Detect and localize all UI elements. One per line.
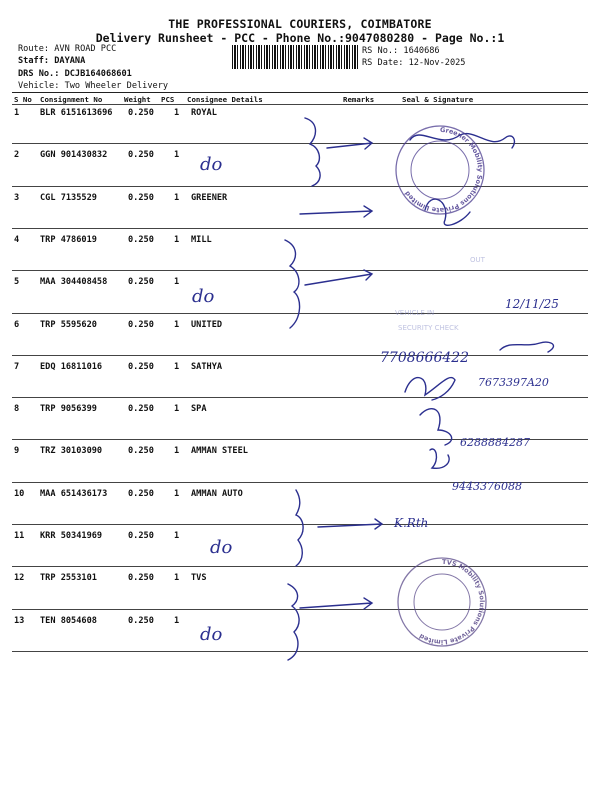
stamp-text: TVS Mobility Solutions Private Limited bbox=[417, 557, 487, 647]
vehicle-label: Vehicle: Two Wheeler Delivery bbox=[18, 81, 169, 91]
cell-consignment: EDQ 16811016 bbox=[40, 362, 103, 372]
col-header-sno: S No bbox=[14, 95, 32, 104]
faint-stamp-text: SECURITY CHECK bbox=[398, 324, 459, 332]
arrow-mark bbox=[327, 138, 372, 149]
cell-sno: 10 bbox=[14, 489, 25, 499]
cell-sno: 9 bbox=[14, 446, 20, 456]
col-header-pcs: PCS bbox=[161, 95, 175, 104]
cell-sno: 3 bbox=[14, 193, 20, 203]
svg-text:TVS Mobility Solutions Private bbox=[418, 558, 486, 646]
cell-pcs: 1 bbox=[174, 531, 180, 541]
handwritten-phone: 9443376088 bbox=[452, 480, 522, 493]
brace-mark bbox=[288, 584, 299, 660]
company-stamp-tvs bbox=[398, 558, 486, 646]
rs-number: RS No.: 1640686 bbox=[362, 46, 440, 56]
signature-mark bbox=[430, 449, 449, 468]
brace-mark bbox=[285, 240, 300, 328]
cell-pcs: 1 bbox=[174, 446, 180, 456]
cell-weight: 0.250 bbox=[128, 235, 154, 245]
cell-weight: 0.250 bbox=[128, 108, 154, 118]
cell-weight: 0.250 bbox=[128, 573, 154, 583]
handwritten-date: 12/11/25 bbox=[505, 297, 559, 311]
handwritten-name: K.Rth bbox=[394, 516, 429, 530]
cell-consignee: MILL bbox=[191, 235, 212, 245]
cell-consignee: SPA bbox=[191, 404, 207, 414]
cell-consignment: CGL 7135529 bbox=[40, 193, 97, 203]
brace-mark bbox=[296, 490, 303, 566]
ditto-mark: do bbox=[192, 286, 215, 307]
cell-sno: 4 bbox=[14, 235, 20, 245]
ditto-mark: do bbox=[200, 624, 223, 645]
arrow-mark bbox=[305, 270, 372, 285]
faint-stamp-text: VEHICLE IN bbox=[395, 309, 435, 317]
cell-consignment: MAA 304408458 bbox=[40, 277, 108, 287]
cell-sno: 7 bbox=[14, 362, 20, 372]
cell-pcs: 1 bbox=[174, 193, 180, 203]
cell-pcs: 1 bbox=[174, 489, 180, 499]
cell-pcs: 1 bbox=[174, 235, 180, 245]
col-header-remarks: Remarks bbox=[343, 95, 375, 104]
signature-mark bbox=[500, 342, 553, 352]
ditto-mark: do bbox=[210, 537, 233, 558]
cell-weight: 0.250 bbox=[128, 616, 154, 626]
cell-pcs: 1 bbox=[174, 573, 180, 583]
cell-sno: 1 bbox=[14, 108, 20, 118]
cell-sno: 12 bbox=[14, 573, 25, 583]
signature-mark bbox=[405, 378, 455, 400]
cell-sno: 5 bbox=[14, 277, 20, 287]
ditto-mark: do bbox=[200, 154, 223, 175]
arrow-mark bbox=[300, 598, 372, 609]
cell-consignee: AMMAN STEEL bbox=[191, 446, 248, 456]
cell-consignment: KRR 50341969 bbox=[40, 531, 103, 541]
cell-sno: 2 bbox=[14, 150, 20, 160]
cell-consignment: TRP 5595620 bbox=[40, 320, 97, 330]
cell-pcs: 1 bbox=[174, 277, 180, 287]
cell-consignment: TRP 4786019 bbox=[40, 235, 97, 245]
col-header-consignee: Consignee Details bbox=[187, 95, 263, 104]
handwritten-phone: 7673397A20 bbox=[478, 376, 549, 389]
cell-consignee: GREENER bbox=[191, 193, 228, 203]
cell-consignment: TRZ 30103090 bbox=[40, 446, 103, 456]
col-header-seal: Seal & Signature bbox=[402, 95, 474, 104]
cell-consignee: UNITED bbox=[191, 320, 223, 330]
cell-pcs: 1 bbox=[174, 404, 180, 414]
cell-pcs: 1 bbox=[174, 362, 180, 372]
rs-date: RS Date: 12-Nov-2025 bbox=[362, 58, 466, 68]
cell-weight: 0.250 bbox=[128, 489, 154, 499]
cell-sno: 8 bbox=[14, 404, 20, 414]
cell-consignment: GGN 901430832 bbox=[40, 150, 108, 160]
cell-weight: 0.250 bbox=[128, 277, 154, 287]
cell-consignment: TRP 9056399 bbox=[40, 404, 97, 414]
handwritten-phone: 7708666422 bbox=[380, 350, 470, 366]
drs-label: DRS No.: DCJB164068601 bbox=[18, 69, 132, 79]
cell-pcs: 1 bbox=[174, 616, 180, 626]
stamp-text: Greener Mobility Solutions Private Limited bbox=[403, 125, 484, 215]
document-subtitle: Delivery Runsheet - PCC - Phone No.:9047080280 - Page No.:1 bbox=[95, 31, 505, 45]
company-name: THE PROFESSIONAL COURIERS, COIMBATORE bbox=[168, 17, 432, 31]
cell-consignee: TVS bbox=[191, 573, 207, 583]
cell-consignee: SATHYA bbox=[191, 362, 223, 372]
arrow-mark bbox=[300, 206, 372, 217]
cell-pcs: 1 bbox=[174, 108, 180, 118]
arrow-mark bbox=[318, 519, 382, 529]
cell-weight: 0.250 bbox=[128, 150, 154, 160]
handwritten-phone: 6288884287 bbox=[460, 436, 530, 449]
cell-sno: 6 bbox=[14, 320, 20, 330]
signature-mark bbox=[420, 409, 452, 445]
cell-pcs: 1 bbox=[174, 150, 180, 160]
cell-weight: 0.250 bbox=[128, 531, 154, 541]
cell-weight: 0.250 bbox=[128, 320, 154, 330]
cell-consignment: BLR 6151613696 bbox=[40, 108, 113, 118]
route-label: Route: AVN ROAD PCC bbox=[18, 44, 117, 54]
cell-consignment: TEN 8054608 bbox=[40, 616, 97, 626]
staff-label: Staff: DAYANA bbox=[18, 56, 86, 66]
cell-consignment: MAA 651436173 bbox=[40, 489, 108, 499]
cell-consignee: AMMAN AUTO bbox=[191, 489, 243, 499]
cell-weight: 0.250 bbox=[128, 404, 154, 414]
cell-pcs: 1 bbox=[174, 320, 180, 330]
cell-consignee: ROYAL bbox=[191, 108, 217, 118]
faint-stamp-text: OUT bbox=[470, 256, 485, 264]
col-header-weight: Weight bbox=[124, 95, 151, 104]
cell-sno: 11 bbox=[14, 531, 25, 541]
cell-weight: 0.250 bbox=[128, 446, 154, 456]
cell-sno: 13 bbox=[14, 616, 25, 626]
cell-weight: 0.250 bbox=[128, 193, 154, 203]
col-header-consignment: Consignment No bbox=[40, 95, 103, 104]
brace-mark bbox=[305, 118, 320, 186]
ink-marks bbox=[285, 118, 553, 660]
cell-consignment: TRP 2553101 bbox=[40, 573, 97, 583]
cell-weight: 0.250 bbox=[128, 362, 154, 372]
